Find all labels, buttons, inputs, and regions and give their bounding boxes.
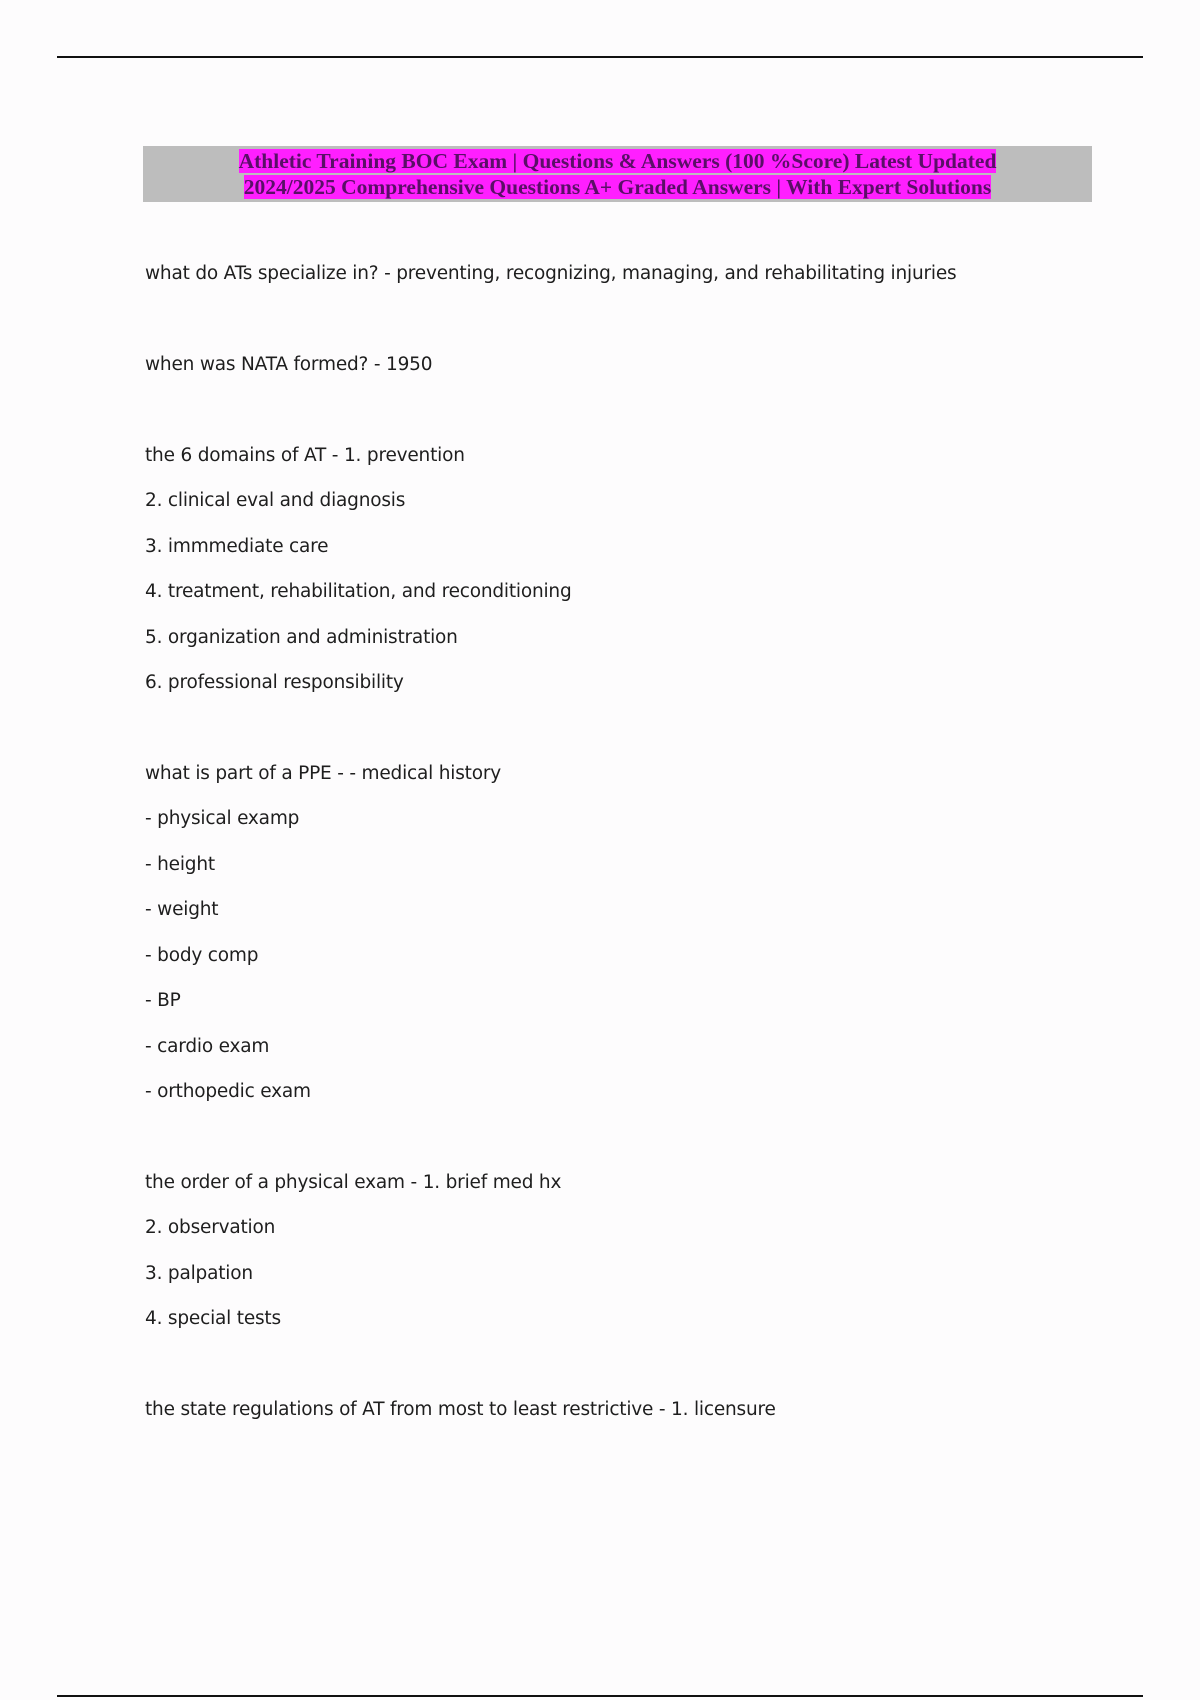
qa-line: 3. palpation <box>145 1263 253 1284</box>
qa-line: - height <box>145 854 215 875</box>
qa-line: what do ATs specialize in? - preventing, recognizing, managing, and rehabilitating injuries <box>145 263 957 284</box>
title-line-2: 2024/2025 Comprehensive Questions A+ Graded Answers | With Expert Solutions <box>243 175 992 199</box>
qa-line: 4. treatment, rehabilitation, and reconditioning <box>145 581 572 602</box>
qa-line: the order of a physical exam - 1. brief med hx <box>145 1172 562 1193</box>
title-band <box>143 146 1092 202</box>
document-title <box>188 148 1048 200</box>
qa-line: - orthopedic exam <box>145 1081 311 1102</box>
title-line-1: Athletic Training BOC Exam | Questions & Answers (100 %Score) Latest Updated <box>238 149 997 173</box>
qa-line: - weight <box>145 899 219 920</box>
qa-line: - physical examp <box>145 808 300 829</box>
qa-line: - cardio exam <box>145 1036 270 1057</box>
qa-line: - body comp <box>145 945 259 966</box>
qa-line: 5. organization and administration <box>145 627 458 648</box>
qa-line: 2. observation <box>145 1217 276 1238</box>
qa-line: - BP <box>145 990 181 1011</box>
qa-line: 3. immmediate care <box>145 536 329 557</box>
qa-line: 6. professional responsibility <box>145 672 404 693</box>
qa-line: 2. clinical eval and diagnosis <box>145 490 406 511</box>
qa-line: when was NATA formed? - 1950 <box>145 354 433 375</box>
qa-line: the 6 domains of AT - 1. prevention <box>145 445 465 466</box>
qa-line: what is part of a PPE - - medical history <box>145 763 501 784</box>
qa-line: 4. special tests <box>145 1308 281 1329</box>
qa-line: the state regulations of AT from most to least restrictive - 1. licensure <box>145 1399 776 1420</box>
top-rule <box>57 56 1143 58</box>
bottom-rule <box>57 1695 1143 1697</box>
